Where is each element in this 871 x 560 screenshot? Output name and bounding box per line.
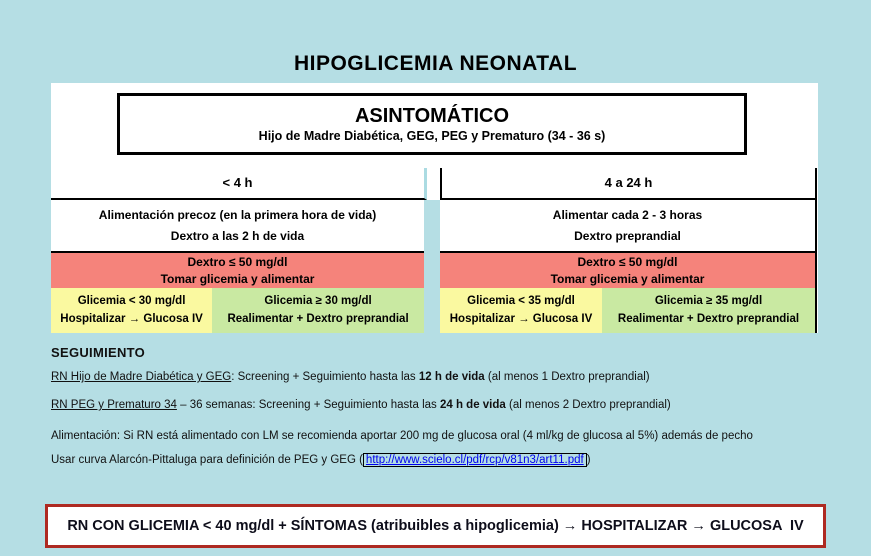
note-curve-prefix: Usar curva Alarcón-Pittaluga para definición de PEG y GEG ( [51, 454, 363, 466]
seguimiento-line1-mid: : Screening + Seguimiento hasta las [231, 371, 419, 383]
outcome-row-4-to-24h [440, 288, 817, 333]
low-glycemia-cell-under-4h [51, 288, 212, 333]
seguimiento-line2-tail: (al menos 2 Dextro preprandial) [505, 399, 671, 411]
seguimiento-heading: SEGUIMIENTO [51, 345, 146, 360]
dextro-alert-cell-under-4h [51, 253, 424, 288]
dextro-line-2: Tomar glicemia y alimentar [550, 272, 705, 286]
feeding-cell-under-4h [51, 200, 424, 253]
seguimiento-line-diabetica-geg [51, 371, 650, 383]
alert-banner [45, 504, 826, 548]
low-line-1: Glicemia < 35 mg/dl [467, 295, 575, 307]
high-glycemia-cell-4-to-24h [602, 288, 815, 333]
high-line-1: Glicemia ≥ 30 mg/dl [264, 295, 372, 307]
low-glycemia-cell-4-to-24h [440, 288, 602, 333]
dextro-line-1: Dextro ≤ 50 mg/dl [577, 255, 678, 269]
bottom-margin-strip [0, 556, 871, 560]
dextro-line-1: Dextro ≤ 50 mg/dl [187, 255, 288, 269]
asintomatico-title: ASINTOMÁTICO [354, 105, 510, 127]
low-line-2: Hospitalizar → Glucosa IV [449, 313, 593, 325]
low-line-1: Glicemia < 30 mg/dl [77, 295, 186, 307]
high-glycemia-cell-under-4h [212, 288, 424, 333]
scielo-link[interactable]: http://www.scielo.cl/pdf/rcp/v81n3/art11.pdf [363, 453, 587, 467]
time-header-under-4h: < 4 h [51, 168, 427, 200]
feeding-line-1: Alimentación precoz (en la primera hora de vida) [98, 208, 377, 222]
outcome-row-under-4h [51, 288, 424, 333]
page-title: HIPOGLICEMIA NEONATAL [293, 52, 578, 75]
asintomatico-subtitle: Hijo de Madre Diabética, GEG, PEG y Prematuro (34 - 36 s) [258, 129, 606, 143]
high-line-2: Realimentar + Dextro preprandial [227, 313, 409, 325]
seguimiento-line-peg-prematuro [51, 399, 671, 411]
feeding-line-1: Alimentar cada 2 - 3 horas [552, 208, 703, 222]
seguimiento-line2-mid: – 36 semanas: Screening + Seguimiento hasta las [176, 399, 440, 411]
note-feeding: Alimentación: Si RN está alimentado con LM se recomienda aportar 200 mg de glucosa oral (4 ml/kg de glucosa al 5%) además de pecho [51, 430, 753, 442]
seguimiento-line2-underlined: RN PEG y Prematuro 34 [51, 399, 177, 411]
low-line-2: Hospitalizar → Glucosa IV [60, 313, 203, 325]
feeding-line-2: Dextro preprandial [574, 229, 681, 243]
column-gap [424, 200, 440, 333]
high-line-2: Realimentar + Dextro preprandial [617, 313, 800, 325]
column-4-to-24h [440, 168, 817, 333]
feeding-line-2: Dextro a las 2 h de vida [170, 229, 305, 243]
alert-text: RN CON GLICEMIA < 40 mg/dl + SÍNTOMAS (atribuibles a hipoglicemia) → HOSPITALIZAR → GLUCOSA IV [67, 518, 804, 534]
seguimiento-line1-underlined: RN Hijo de Madre Diabética y GEG [51, 371, 232, 383]
dextro-line-2: Tomar glicemia y alimentar [160, 272, 315, 286]
dextro-alert-cell-4-to-24h [440, 253, 817, 288]
seguimiento-line2-bold: 24 h de vida [439, 399, 506, 411]
column-under-4h [51, 168, 427, 333]
asintomatico-box [117, 93, 747, 155]
note-curve-suffix: ) [586, 454, 591, 466]
high-line-1: Glicemia ≥ 35 mg/dl [654, 295, 763, 307]
seguimiento-line1-tail: (al menos 1 Dextro preprandial) [484, 371, 650, 383]
note-curve [51, 454, 591, 466]
flowchart-panel [51, 83, 818, 333]
seguimiento-line1-bold: 12 h de vida [418, 371, 485, 383]
feeding-cell-4-to-24h [440, 200, 817, 253]
time-header-4-to-24h: 4 a 24 h [440, 168, 817, 200]
